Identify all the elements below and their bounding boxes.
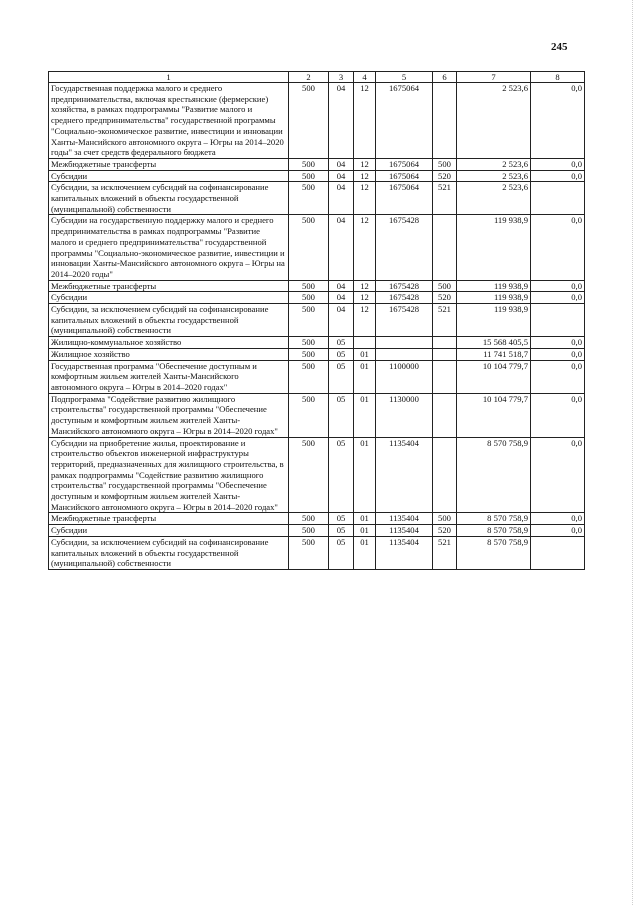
cell-subsection: 12 bbox=[354, 280, 376, 292]
table-row bbox=[49, 215, 585, 280]
budget-table bbox=[48, 71, 585, 570]
cell-expense-type: 520 bbox=[433, 170, 457, 182]
cell-expense-type bbox=[433, 215, 457, 280]
cell-section: 05 bbox=[329, 437, 354, 513]
row-description: Межбюджетные трансферты bbox=[49, 158, 289, 170]
cell-amount-federal: 0,0 bbox=[531, 525, 585, 537]
cell-amount-federal: 0,0 bbox=[531, 337, 585, 349]
cell-subsection: 01 bbox=[354, 348, 376, 360]
cell-expense-type bbox=[433, 437, 457, 513]
cell-target-article: 1100000 bbox=[376, 360, 433, 393]
cell-section: 04 bbox=[329, 83, 354, 159]
cell-subsection: 12 bbox=[354, 158, 376, 170]
cell-target-article: 1675064 bbox=[376, 158, 433, 170]
cell-target-article: 1675064 bbox=[376, 83, 433, 159]
column-header: 5 bbox=[376, 72, 433, 83]
cell-section: 04 bbox=[329, 215, 354, 280]
cell-expense-type: 521 bbox=[433, 182, 457, 215]
cell-amount-federal: 0,0 bbox=[531, 393, 585, 437]
cell-code-2: 500 bbox=[289, 158, 329, 170]
cell-target-article: 1135404 bbox=[376, 536, 433, 569]
column-header: 8 bbox=[531, 72, 585, 83]
column-header: 7 bbox=[457, 72, 531, 83]
cell-expense-type: 500 bbox=[433, 158, 457, 170]
cell-code-2: 500 bbox=[289, 348, 329, 360]
cell-amount: 2 523,6 bbox=[457, 158, 531, 170]
cell-code-2: 500 bbox=[289, 525, 329, 537]
table-row bbox=[49, 170, 585, 182]
table-row bbox=[49, 280, 585, 292]
row-description: Субсидии bbox=[49, 292, 289, 304]
cell-target-article: 1675428 bbox=[376, 280, 433, 292]
cell-section: 04 bbox=[329, 170, 354, 182]
cell-subsection: 12 bbox=[354, 182, 376, 215]
column-header: 6 bbox=[433, 72, 457, 83]
cell-subsection: 01 bbox=[354, 513, 376, 525]
cell-code-2: 500 bbox=[289, 280, 329, 292]
cell-amount-federal: 0,0 bbox=[531, 170, 585, 182]
cell-amount: 2 523,6 bbox=[457, 170, 531, 182]
cell-expense-type: 500 bbox=[433, 280, 457, 292]
cell-subsection: 01 bbox=[354, 393, 376, 437]
row-description: Межбюджетные трансферты bbox=[49, 280, 289, 292]
cell-amount-federal: 0,0 bbox=[531, 348, 585, 360]
cell-amount: 11 741 518,7 bbox=[457, 348, 531, 360]
table-row bbox=[49, 348, 585, 360]
cell-target-article bbox=[376, 337, 433, 349]
cell-expense-type: 521 bbox=[433, 304, 457, 337]
cell-amount-federal: 0,0 bbox=[531, 158, 585, 170]
table-row bbox=[49, 437, 585, 513]
cell-amount: 119 938,9 bbox=[457, 280, 531, 292]
cell-subsection: 12 bbox=[354, 170, 376, 182]
table-row bbox=[49, 536, 585, 569]
cell-amount: 119 938,9 bbox=[457, 292, 531, 304]
cell-section: 04 bbox=[329, 280, 354, 292]
cell-target-article bbox=[376, 348, 433, 360]
row-description: Субсидии на приобретение жилья, проектирование и строительство объектов инженерной инфраструктуры территорий, предназначенных для жилищного строительства, в рамках подпрограммы "Содействие развитию жилищного строительства" государственной программы "Обеспечение доступным и комфортным жильем жителей Ханты-Мансийского автономного округа – Югры в 2014–2020 годах" bbox=[49, 437, 289, 513]
cell-amount-federal: 0,0 bbox=[531, 280, 585, 292]
cell-subsection: 12 bbox=[354, 83, 376, 159]
cell-amount-federal: 0,0 bbox=[531, 513, 585, 525]
cell-code-2: 500 bbox=[289, 83, 329, 159]
row-description: Субсидии bbox=[49, 525, 289, 537]
cell-amount: 8 570 758,9 bbox=[457, 437, 531, 513]
cell-code-2: 500 bbox=[289, 393, 329, 437]
table-row bbox=[49, 360, 585, 393]
row-description: Государственная программа "Обеспечение доступным и комфортным жильем жителей Ханты-Мансийского автономного округа – Югры в 2014–2020 годах" bbox=[49, 360, 289, 393]
column-header: 2 bbox=[289, 72, 329, 83]
cell-expense-type: 500 bbox=[433, 513, 457, 525]
cell-section: 05 bbox=[329, 513, 354, 525]
table-row bbox=[49, 393, 585, 437]
row-description: Субсидии, за исключением субсидий на софинансирование капитальных вложений в объекты государственной (муниципальной) собственности bbox=[49, 182, 289, 215]
cell-amount: 2 523,6 bbox=[457, 182, 531, 215]
cell-section: 05 bbox=[329, 525, 354, 537]
table-row bbox=[49, 158, 585, 170]
cell-amount: 8 570 758,9 bbox=[457, 536, 531, 569]
cell-amount: 8 570 758,9 bbox=[457, 525, 531, 537]
cell-subsection: 01 bbox=[354, 525, 376, 537]
cell-amount: 119 938,9 bbox=[457, 304, 531, 337]
cell-expense-type: 521 bbox=[433, 536, 457, 569]
table-row bbox=[49, 182, 585, 215]
cell-section: 04 bbox=[329, 304, 354, 337]
cell-code-2: 500 bbox=[289, 360, 329, 393]
cell-subsection: 12 bbox=[354, 304, 376, 337]
cell-target-article: 1675428 bbox=[376, 215, 433, 280]
table-header-row bbox=[49, 72, 585, 83]
row-description: Подпрограмма "Содействие развитию жилищного строительства" государственной программы "Обеспечение доступным и комфортным жильем жителей Ханты-Мансийского автономного округа – Югры в 2014–2020 годах" bbox=[49, 393, 289, 437]
cell-amount: 119 938,9 bbox=[457, 215, 531, 280]
row-description: Жилищно-коммунальное хозяйство bbox=[49, 337, 289, 349]
cell-subsection: 01 bbox=[354, 437, 376, 513]
cell-expense-type bbox=[433, 360, 457, 393]
cell-subsection bbox=[354, 337, 376, 349]
cell-section: 04 bbox=[329, 292, 354, 304]
cell-section: 05 bbox=[329, 536, 354, 569]
cell-expense-type bbox=[433, 393, 457, 437]
table-row bbox=[49, 513, 585, 525]
cell-target-article: 1135404 bbox=[376, 525, 433, 537]
cell-expense-type bbox=[433, 348, 457, 360]
cell-amount-federal bbox=[531, 304, 585, 337]
cell-amount: 8 570 758,9 bbox=[457, 513, 531, 525]
cell-target-article: 1675428 bbox=[376, 304, 433, 337]
row-description: Межбюджетные трансферты bbox=[49, 513, 289, 525]
column-header: 1 bbox=[49, 72, 289, 83]
cell-subsection: 12 bbox=[354, 292, 376, 304]
cell-amount: 2 523,6 bbox=[457, 83, 531, 159]
cell-amount-federal: 0,0 bbox=[531, 215, 585, 280]
cell-subsection: 01 bbox=[354, 536, 376, 569]
cell-section: 04 bbox=[329, 182, 354, 215]
table-row bbox=[49, 337, 585, 349]
cell-code-2: 500 bbox=[289, 437, 329, 513]
page-edge-line bbox=[632, 0, 634, 905]
cell-target-article: 1675064 bbox=[376, 170, 433, 182]
cell-subsection: 01 bbox=[354, 360, 376, 393]
cell-target-article: 1135404 bbox=[376, 437, 433, 513]
cell-amount-federal: 0,0 bbox=[531, 83, 585, 159]
row-description: Субсидии, за исключением субсидий на софинансирование капитальных вложений в объекты государственной (муниципальной) собственности bbox=[49, 536, 289, 569]
cell-amount: 10 104 779,7 bbox=[457, 393, 531, 437]
cell-target-article: 1675064 bbox=[376, 182, 433, 215]
cell-code-2: 500 bbox=[289, 513, 329, 525]
page-number: 245 bbox=[551, 41, 568, 53]
cell-code-2: 500 bbox=[289, 304, 329, 337]
row-description: Субсидии, за исключением субсидий на софинансирование капитальных вложений в объекты государственной (муниципальной) собственности bbox=[49, 304, 289, 337]
cell-section: 05 bbox=[329, 360, 354, 393]
row-description: Государственная поддержка малого и среднего предпринимательства, включая крестьянские (фермерские) хозяйства, в рамках подпрограммы "Развитие малого и среднего предпринимательства" государственной программы "Социально-экономическое развитие, инвестиции и инновации Ханты-Мансийского автономного округа – Югры на 2014–2020 годы" за счет средств федерального бюджета bbox=[49, 83, 289, 159]
cell-section: 04 bbox=[329, 158, 354, 170]
cell-amount-federal: 0,0 bbox=[531, 360, 585, 393]
table-body bbox=[49, 83, 585, 570]
row-description: Жилищное хозяйство bbox=[49, 348, 289, 360]
row-description: Субсидии на государственную поддержку малого и среднего предпринимательства в рамках подпрограммы "Развитие малого и среднего предпринимательства" государственной программы "Социально-экономическое развитие, инвестиции и инновации Ханты-Мансийского автономного округа – Югры на 2014–2020 годы" bbox=[49, 215, 289, 280]
cell-amount: 15 568 405,5 bbox=[457, 337, 531, 349]
row-description: Субсидии bbox=[49, 170, 289, 182]
cell-subsection: 12 bbox=[354, 215, 376, 280]
cell-target-article: 1675428 bbox=[376, 292, 433, 304]
cell-code-2: 500 bbox=[289, 337, 329, 349]
cell-amount-federal: 0,0 bbox=[531, 437, 585, 513]
cell-code-2: 500 bbox=[289, 215, 329, 280]
cell-amount-federal: 0,0 bbox=[531, 292, 585, 304]
cell-expense-type bbox=[433, 337, 457, 349]
cell-expense-type: 520 bbox=[433, 292, 457, 304]
cell-section: 05 bbox=[329, 393, 354, 437]
cell-amount: 10 104 779,7 bbox=[457, 360, 531, 393]
column-header: 4 bbox=[354, 72, 376, 83]
cell-code-2: 500 bbox=[289, 182, 329, 215]
cell-amount-federal bbox=[531, 536, 585, 569]
cell-section: 05 bbox=[329, 348, 354, 360]
cell-code-2: 500 bbox=[289, 170, 329, 182]
cell-code-2: 500 bbox=[289, 292, 329, 304]
cell-section: 05 bbox=[329, 337, 354, 349]
cell-target-article: 1130000 bbox=[376, 393, 433, 437]
table-row bbox=[49, 292, 585, 304]
cell-expense-type: 520 bbox=[433, 525, 457, 537]
cell-target-article: 1135404 bbox=[376, 513, 433, 525]
table-row bbox=[49, 525, 585, 537]
cell-code-2: 500 bbox=[289, 536, 329, 569]
column-header: 3 bbox=[329, 72, 354, 83]
table-row bbox=[49, 83, 585, 159]
table-row bbox=[49, 304, 585, 337]
cell-amount-federal bbox=[531, 182, 585, 215]
cell-expense-type bbox=[433, 83, 457, 159]
